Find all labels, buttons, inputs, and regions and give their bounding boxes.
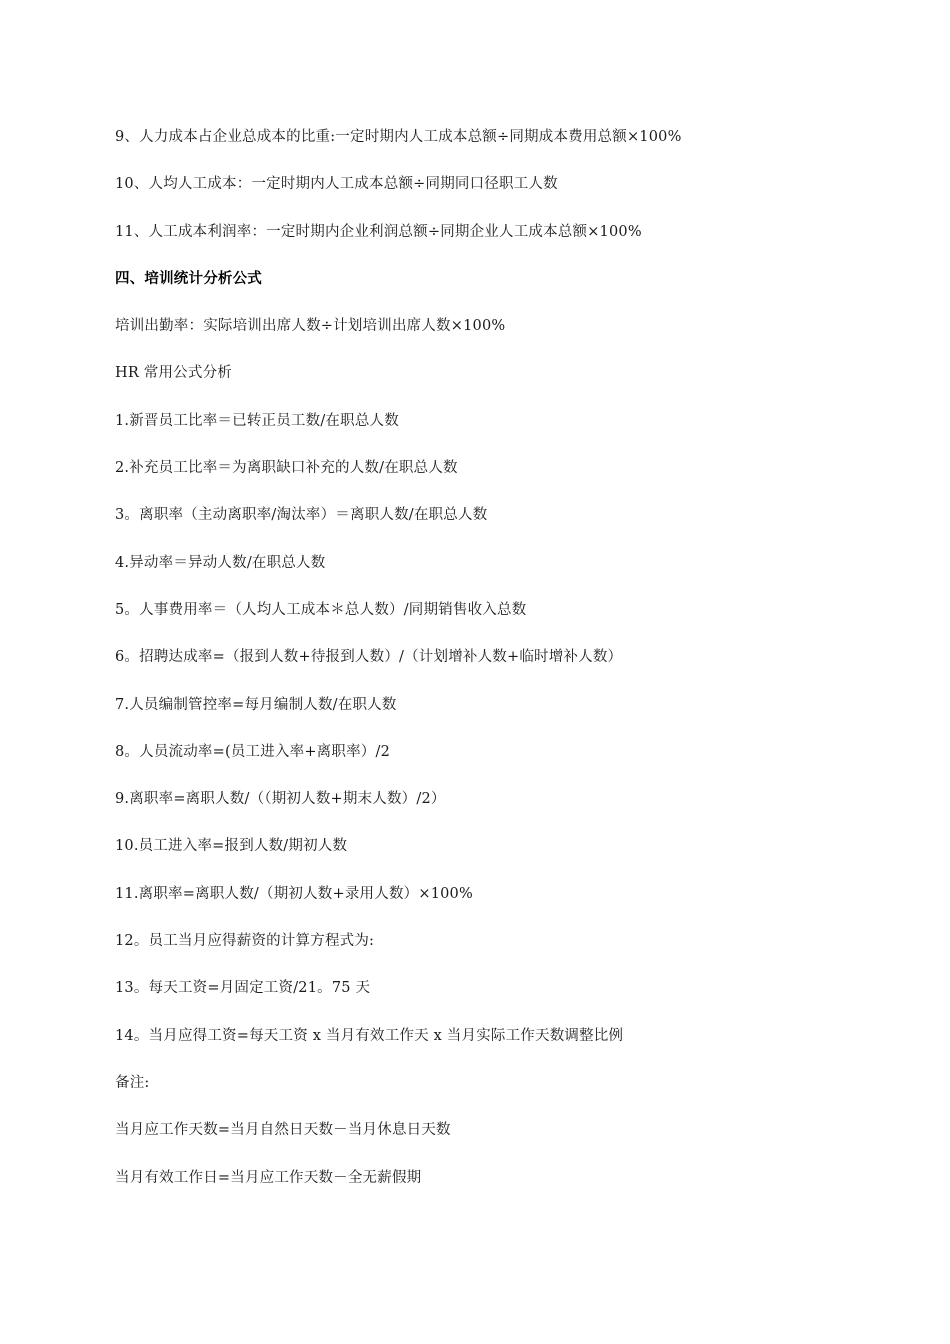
document-body	[115, 126, 895, 1214]
text-line: 9.离职率=离职人数/（（期初人数+期末人数）/2）	[115, 791, 446, 808]
text-line: 11、人工成本利润率：一定时期内企业利润总额÷同期企业人工成本总额×100%	[115, 223, 642, 240]
text-line: 当月有效工作日=当月应工作天数－全无薪假期	[115, 1169, 422, 1186]
text-line: 备注:	[115, 1074, 150, 1091]
text-line: 13。每天工资=月固定工资/21。75 天	[115, 980, 371, 997]
section-heading: 四、培训统计分析公式	[115, 270, 262, 287]
text-line: 10、人均人工成本：一定时期内人工成本总额÷同期同口径职工人数	[115, 176, 558, 193]
text-line: 2.补充员工比率＝为离职缺口补充的人数/在职总人数	[115, 460, 458, 477]
text-line: 11.离职率=离职人数/（期初人数+录用人数）×100%	[115, 885, 473, 902]
text-line: 3。离职率（主动离职率/淘汰率）＝离职人数/在职总人数	[115, 507, 488, 524]
text-line: 培训出勤率：实际培训出席人数÷计划培训出席人数×100%	[115, 318, 506, 335]
text-line: 8。人员流动率=(员工进入率+离职率）/2	[115, 743, 390, 760]
text-line: 7.人员编制管控率=每月编制人数/在职人数	[115, 696, 397, 713]
text-line: 9、人力成本占企业总成本的比重:一定时期内人工成本总额÷同期成本费用总额×100%	[115, 129, 682, 145]
text-line: HR 常用公式分析	[115, 365, 232, 382]
text-line: 14。当月应得工资=每天工资 x 当月有效工作天 x 当月实际工作天数调整比例	[115, 1027, 624, 1044]
text-line: 6。招聘达成率=（报到人数+待报到人数）/（计划增补人数+临时增补人数）	[115, 649, 623, 666]
text-line: 1.新晋员工比率＝已转正员工数/在职总人数	[115, 412, 399, 429]
text-line: 10.员工进入率=报到人数/期初人数	[115, 838, 348, 855]
text-line: 4.异动率＝异动人数/在职总人数	[115, 554, 326, 571]
text-line: 5。人事费用率＝（人均人工成本＊总人数）/同期销售收入总数	[115, 601, 527, 618]
text-line: 当月应工作天数=当月自然日天数－当月休息日天数	[115, 1122, 451, 1139]
text-line: 12。员工当月应得薪资的计算方程式为:	[115, 933, 375, 950]
